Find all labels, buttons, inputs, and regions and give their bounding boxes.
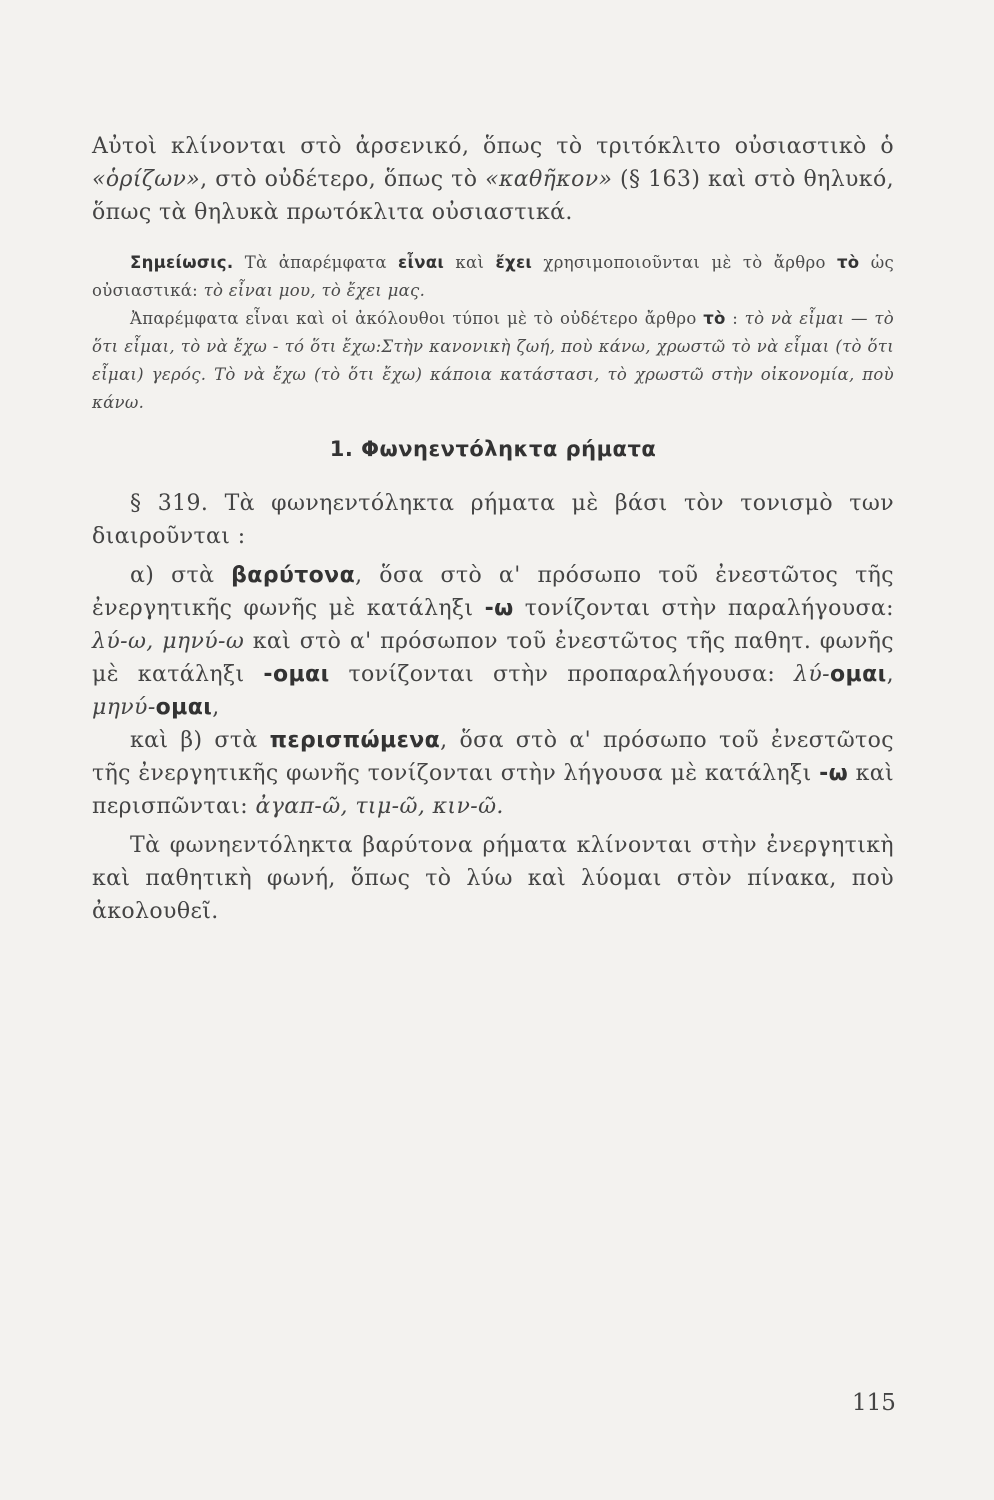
final-paragraph: Τὰ φωνηεντόληκτα βαρύτονα ρήματα κλίνονται στὴν ἐνεργητικὴ καὶ παθητικὴ φωνή, ὅπως τὸ λύω καὶ λύομαι στὸν πίνακα, ποὺ ἀκολουθεῖ. xyxy=(92,833,894,924)
intro-paragraph: Αὐτοὶ κλίνονται στὸ ἀρσενικό, ὅπως τὸ τριτόκλιτο οὐσιαστικὸ ὁ «ὁρίζων», στὸ οὐδέτερο, ὅπως τὸ «καθῆκον» (§ 163) καὶ στὸ θηλυκό, ὅπως τὰ θηλυκὰ πρωτόκλιτα οὐσιαστικά. xyxy=(92,134,894,225)
page-number: 115 xyxy=(852,1390,896,1416)
section-heading: 1. Φωνηεντόληκτα ρήματα xyxy=(329,437,657,461)
page-body xyxy=(92,130,894,928)
note-paragraph-2: Ἀπαρέμφατα εἶναι καὶ οἱ ἀκόλουθοι τύποι μὲ τὸ οὐδέτερο ἄρθρο τὸ : τὸ νὰ εἶμαι — τὸ ὅτι εἶμαι, τὸ νὰ ἔχω - τό ὅτι ἔχω:Στὴν κανονικὴ ζωή, ποὺ κάνω, χρωστῶ τὸ νὰ εἶμαι (τὸ ὅτι εἶμαι) γερός. Τὸ νὰ ἔχω (τὸ ὅτι ἔχω) κάποια κατάστασι, τὸ χρωστῶ στὴν οἰκονομία, ποὺ κάνω. xyxy=(92,309,894,412)
section-319-paragraph: § 319. Τὰ φωνηεντόληκτα ρήματα μὲ βάσι τὸν τονισμὸ των διαιροῦνται : xyxy=(92,491,894,549)
note-label: Σημείωσις. xyxy=(130,253,234,272)
beta-paragraph: καὶ β) στὰ περισπώμενα, ὅσα στὸ α' πρόσωπο τοῦ ἐνεστῶτος τῆς ἐνεργητικῆς φωνῆς τονίζονται στὴν λήγουσα μὲ κατάληξι -ω καὶ περισπῶνται: ἀγαπ-ῶ, τιμ-ῶ, κιν-ῶ. xyxy=(92,728,895,819)
alpha-paragraph: α) στὰ βαρύτονα, ὅσα στὸ α' πρόσωπο τοῦ ἐνεστῶτος τῆς ἐνεργητικῆς φωνῆς μὲ κατάληξι -ω τονίζονται στὴν παραλήγουσα: λύ-ω, μηνύ-ω καὶ στὸ α' πρόσωπον τοῦ ἐνεστῶτος τῆς παθητ. φωνῆς μὲ κατάληξι -ομαι τονίζονται στὴν προπαραλήγουσα: λύ-ομαι, μηνύ-ομαι, xyxy=(92,563,894,720)
note-paragraph: Σημείωσις. Τὰ ἀπαρέμφατα εἶναι καὶ ἔχει χρησιμοποιοῦνται μὲ τὸ ἄρθρο τὸ ὡς οὐσιαστικά: τὸ εἶναι μου, τὸ ἔχει μας. xyxy=(92,253,894,300)
